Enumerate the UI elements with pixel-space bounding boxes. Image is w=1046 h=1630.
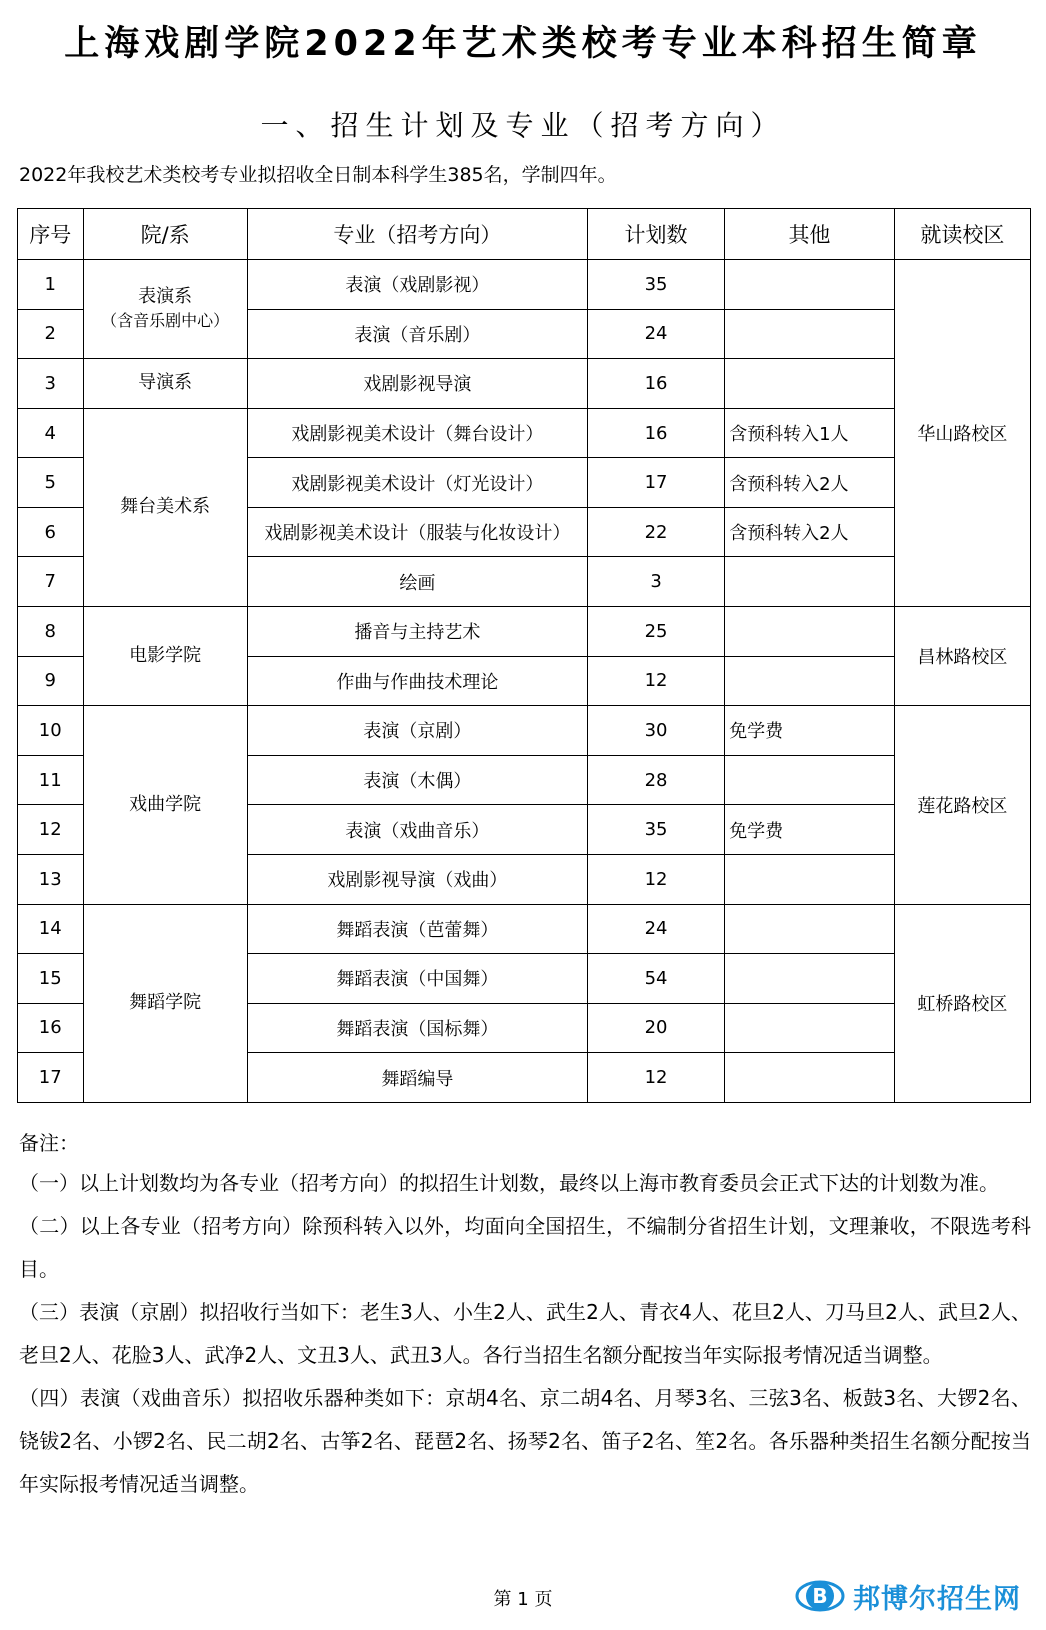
row-other <box>725 854 895 904</box>
row-count: 24 <box>587 904 724 954</box>
row-count: 28 <box>587 755 724 805</box>
header-plan-count: 计划数 <box>587 209 724 260</box>
row-other <box>725 607 895 657</box>
row-no: 8 <box>18 607 84 657</box>
row-no: 12 <box>18 805 84 855</box>
row-no: 6 <box>18 507 84 557</box>
department-subname: （含音乐剧中心） <box>101 311 230 331</box>
intro-text: 2022年我校艺术类校考专业拟招收全日制本科学生385名，学制四年。 <box>19 164 617 186</box>
department-name: 表演系 <box>138 286 193 308</box>
table-row <box>18 706 1031 756</box>
row-major: 舞蹈表演（芭蕾舞） <box>247 904 587 954</box>
row-major: 戏剧影视导演（戏曲） <box>247 854 587 904</box>
row-other: 含预科转入1人 <box>725 408 895 458</box>
watermark-b-icon <box>795 1576 845 1616</box>
watermark-text: 邦博尔招生网 <box>853 1583 1021 1615</box>
notes-section <box>19 1124 1031 1506</box>
row-no: 16 <box>18 1003 84 1053</box>
row-count: 12 <box>587 854 724 904</box>
row-major: 绘画 <box>247 557 587 607</box>
row-other: 免学费 <box>725 805 895 855</box>
row-major: 戏剧影视导演 <box>247 359 587 409</box>
row-major: 舞蹈表演（国标舞） <box>247 1003 587 1053</box>
row-major: 表演（戏曲音乐） <box>247 805 587 855</box>
department-cell: 导演系 <box>83 359 247 409</box>
header-other: 其他 <box>725 209 895 260</box>
row-count: 20 <box>587 1003 724 1053</box>
row-major: 表演（木偶） <box>247 755 587 805</box>
note-item: （三）表演（京剧）拟招收行当如下：老生3人、小生2人、武生2人、青衣4人、花旦2人、刀马旦2人、武旦2人、老旦2人、花脸3人、武净2人、文丑3人、武丑3人。各行当招生名额分配按当年实际报考情况适当调整。 <box>19 1300 1031 1367</box>
table-row <box>18 904 1031 954</box>
row-major: 舞蹈编导 <box>247 1053 587 1103</box>
campus-cell: 莲花路校区 <box>894 706 1030 904</box>
svg-text:B: B <box>812 1584 828 1608</box>
row-other <box>725 904 895 954</box>
header-major: 专业（招考方向） <box>247 209 587 260</box>
row-count: 24 <box>587 309 724 359</box>
row-no: 1 <box>18 260 84 310</box>
header-no: 序号 <box>18 209 84 260</box>
row-count: 25 <box>587 607 724 657</box>
row-other <box>725 1053 895 1103</box>
row-other <box>725 755 895 805</box>
row-major: 表演（京剧） <box>247 706 587 756</box>
row-count: 16 <box>587 408 724 458</box>
department-cell <box>83 260 247 359</box>
row-count: 3 <box>587 557 724 607</box>
note-item: （一）以上计划数均为各专业（招考方向）的拟招生计划数，最终以上海市教育委员会正式下达的计划数为准。 <box>19 1171 999 1195</box>
row-no: 9 <box>18 656 84 706</box>
page-number: 第 1 页 <box>493 1589 553 1610</box>
table-row <box>18 408 1031 458</box>
row-other <box>725 1003 895 1053</box>
department-cell: 舞台美术系 <box>83 408 247 606</box>
row-no: 14 <box>18 904 84 954</box>
campus-cell: 华山路校区 <box>894 260 1030 607</box>
row-count: 30 <box>587 706 724 756</box>
row-count: 17 <box>587 458 724 508</box>
row-count: 35 <box>587 260 724 310</box>
row-no: 7 <box>18 557 84 607</box>
header-campus: 就读校区 <box>894 209 1030 260</box>
table-row <box>18 607 1031 657</box>
row-count: 12 <box>587 1053 724 1103</box>
campus-cell: 昌林路校区 <box>894 607 1030 706</box>
row-other <box>725 656 895 706</box>
row-major: 戏剧影视美术设计（舞台设计） <box>247 408 587 458</box>
department-cell: 舞蹈学院 <box>83 904 247 1102</box>
row-major: 戏剧影视美术设计（服装与化妆设计） <box>247 507 587 557</box>
enrollment-plan-table <box>17 208 1031 1103</box>
row-no: 3 <box>18 359 84 409</box>
page-title: 上海戏剧学院2022年艺术类校考专业本科招生简章 <box>64 24 982 64</box>
notes-title: 备注： <box>19 1131 79 1155</box>
row-other: 含预科转入2人 <box>725 507 895 557</box>
row-other <box>725 309 895 359</box>
row-no: 2 <box>18 309 84 359</box>
watermark-logo <box>795 1574 1021 1618</box>
row-other <box>725 359 895 409</box>
row-major: 播音与主持艺术 <box>247 607 587 657</box>
row-count: 16 <box>587 359 724 409</box>
row-no: 17 <box>18 1053 84 1103</box>
row-major: 表演（音乐剧） <box>247 309 587 359</box>
row-other <box>725 557 895 607</box>
row-no: 13 <box>18 854 84 904</box>
section-title: 一、招生计划及专业（招考方向） <box>260 109 786 142</box>
row-count: 54 <box>587 954 724 1004</box>
row-no: 10 <box>18 706 84 756</box>
note-item: （二）以上各专业（招考方向）除预科转入以外，均面向全国招生，不编制分省招生计划，文理兼收，不限选考科目。 <box>19 1214 1031 1281</box>
table-row <box>18 260 1031 310</box>
department-cell: 电影学院 <box>83 607 247 706</box>
row-other <box>725 954 895 1004</box>
department-cell: 戏曲学院 <box>83 706 247 904</box>
row-major: 作曲与作曲技术理论 <box>247 656 587 706</box>
row-no: 11 <box>18 755 84 805</box>
row-major: 舞蹈表演（中国舞） <box>247 954 587 1004</box>
campus-cell: 虹桥路校区 <box>894 904 1030 1102</box>
note-item: （四）表演（戏曲音乐）拟招收乐器种类如下：京胡4名、京二胡4名、月琴3名、三弦3名、板鼓3名、大锣2名、铙钹2名、小锣2名、民二胡2名、古筝2名、琵琶2名、扬琴2名、笛子2名、笙2名。各乐器种类招生名额分配按当年实际报考情况适当调整。 <box>19 1386 1031 1496</box>
row-other: 免学费 <box>725 706 895 756</box>
row-no: 5 <box>18 458 84 508</box>
table-header-row <box>18 209 1031 260</box>
row-major: 表演（戏剧影视） <box>247 260 587 310</box>
row-other <box>725 260 895 310</box>
row-count: 12 <box>587 656 724 706</box>
row-count: 35 <box>587 805 724 855</box>
row-count: 22 <box>587 507 724 557</box>
row-no: 15 <box>18 954 84 1004</box>
row-major: 戏剧影视美术设计（灯光设计） <box>247 458 587 508</box>
row-no: 4 <box>18 408 84 458</box>
header-department: 院/系 <box>83 209 247 260</box>
table-row <box>18 359 1031 409</box>
row-other: 含预科转入2人 <box>725 458 895 508</box>
